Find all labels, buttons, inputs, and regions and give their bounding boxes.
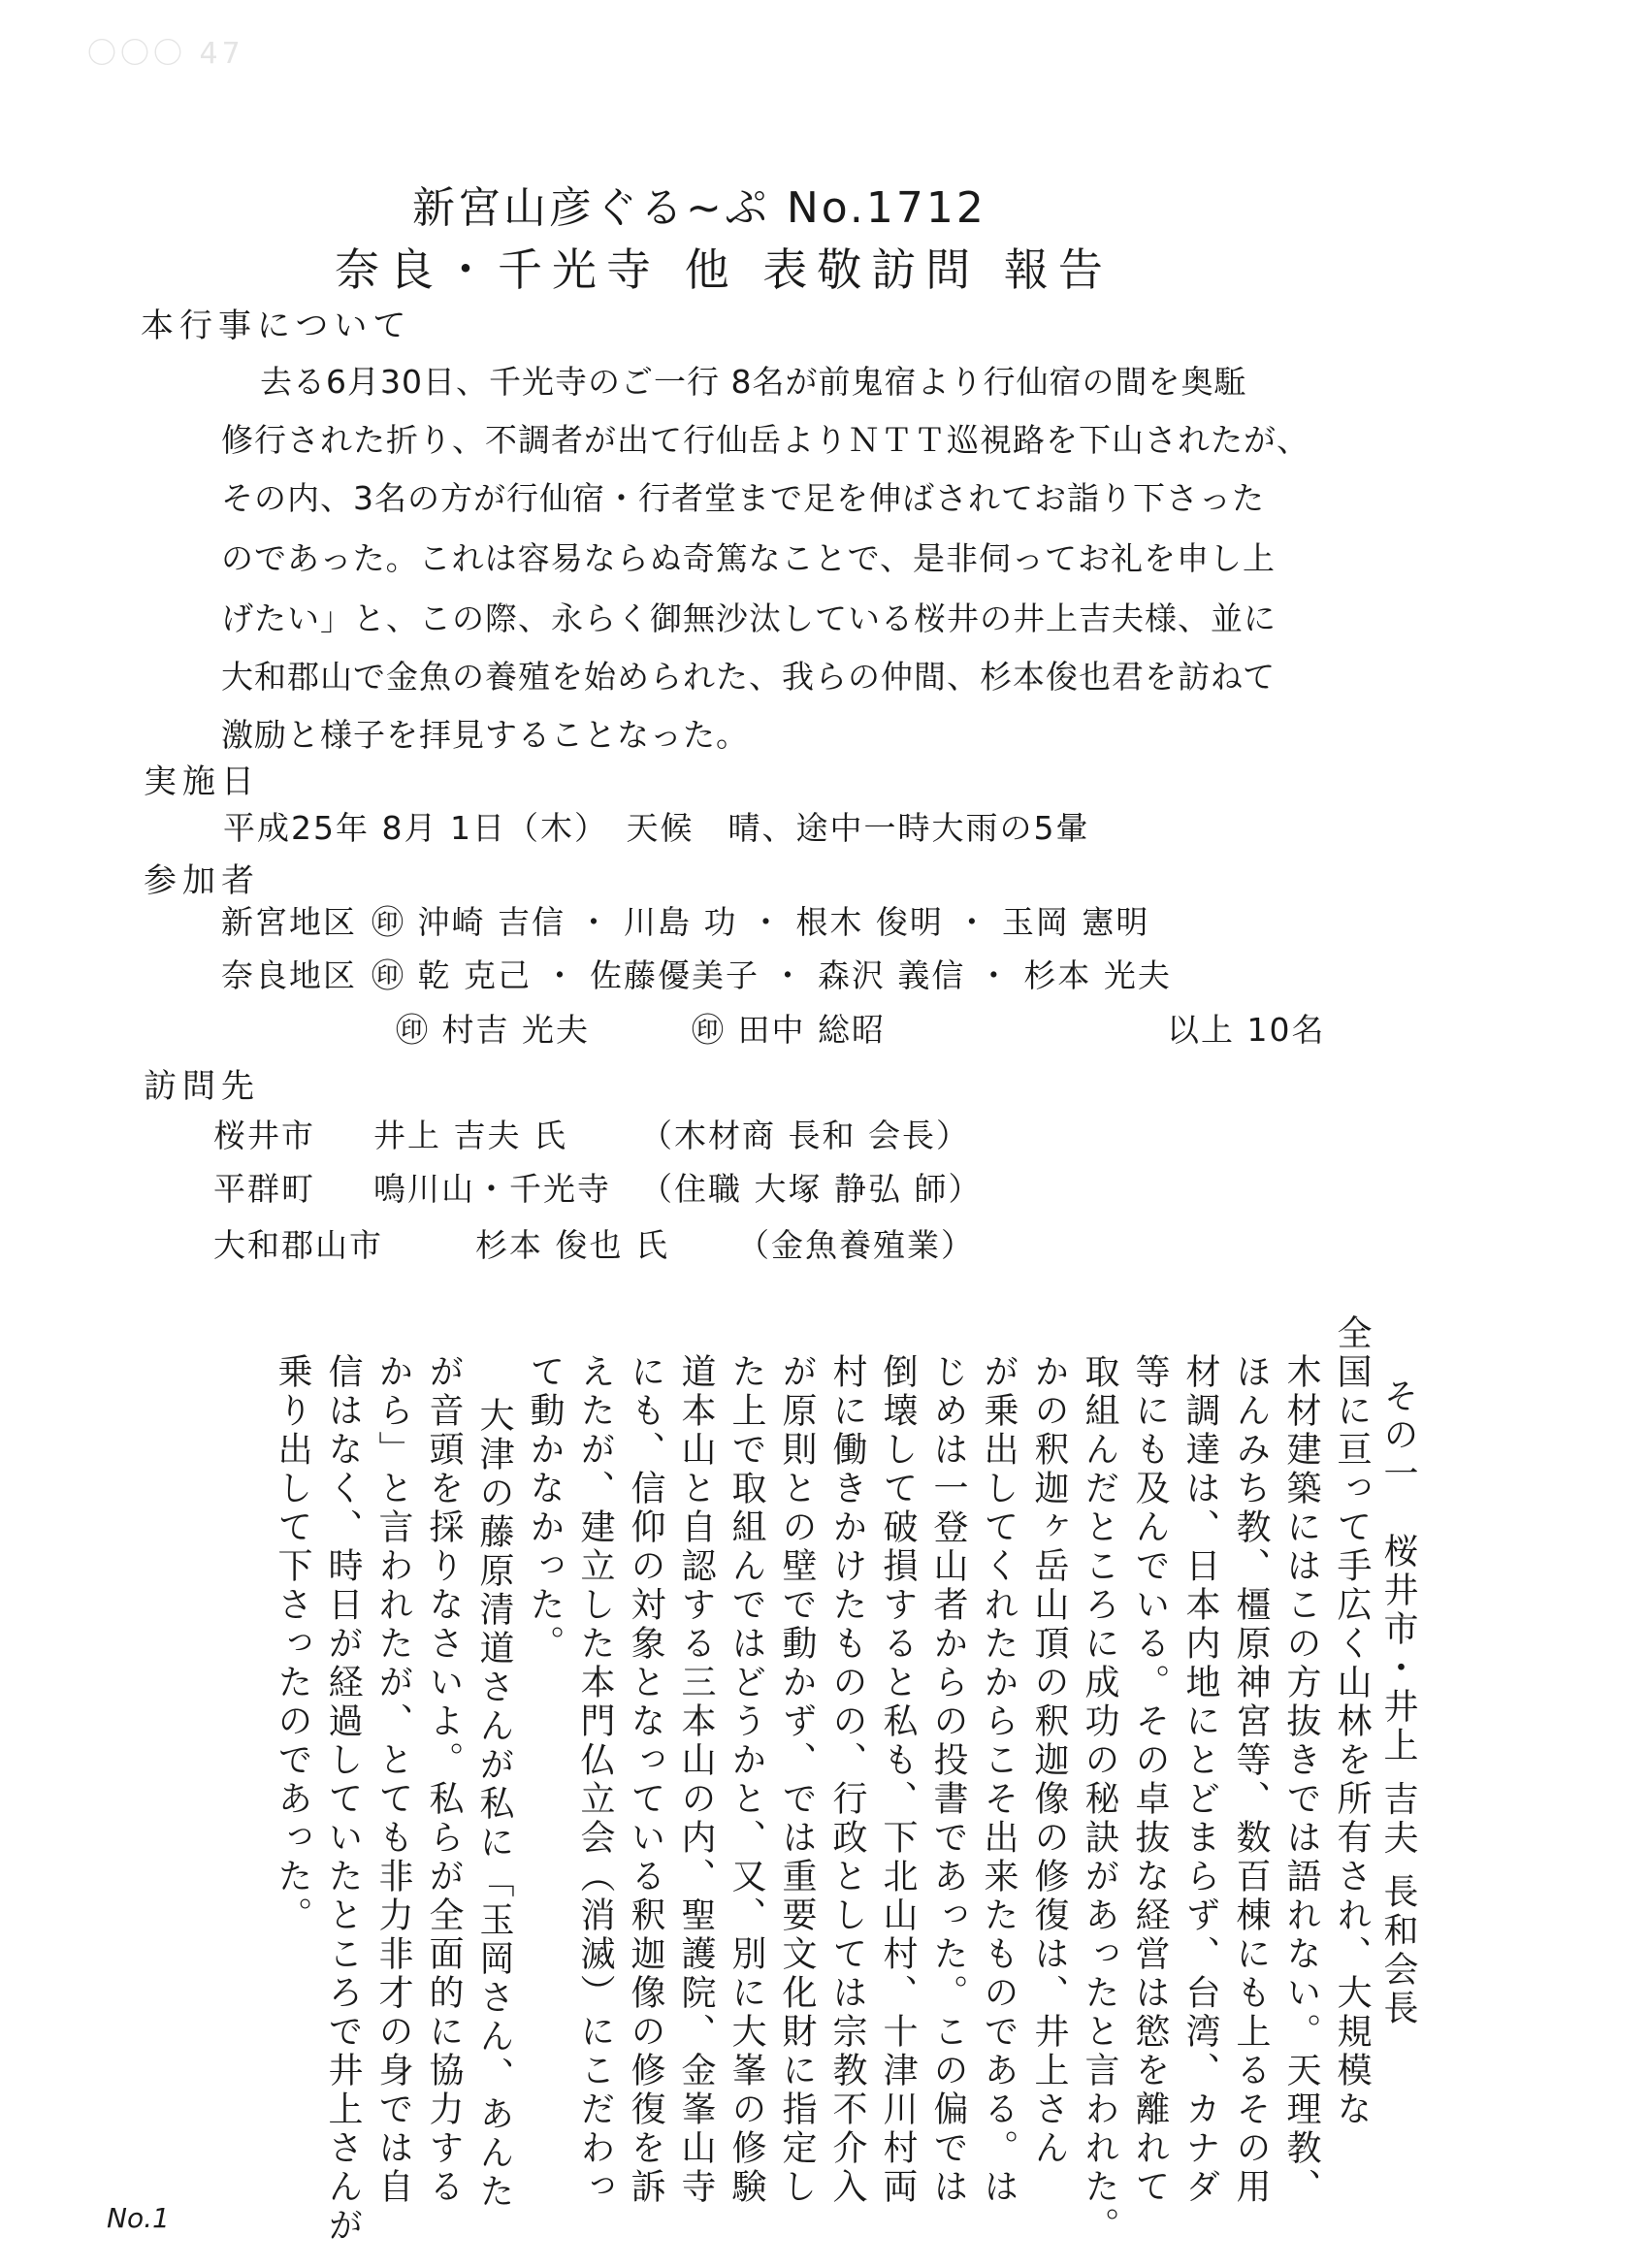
vertical-column: 木材建築にはこの方抜きでは語れない。天理教、 [1281,1353,1321,2207]
vertical-column: 材調達は、日本内地にとどまらず、台湾、カナダ [1180,1353,1220,2207]
vertical-column: 道本山と自認する三本山の内、聖護院、金峯山寺 [676,1353,716,2207]
participants-heading: 参加者 [144,861,260,900]
vertical-column: が原則との壁で動かず、では重要文化財に指定し [777,1353,817,2207]
participants-names: ㊞ 乾 克己 ・ 佐藤優美子 ・ 森沢 義信 ・ 杉本 光夫 [372,956,1172,994]
about-line: げたい」と、この際、永らく御無沙汰している桜井の井上吉夫様、並に [221,599,1277,637]
vertical-column: ほんみち教、橿原神宮等、数百棟にも上るその用 [1231,1353,1271,2207]
destination-who: 鳴川山・千光寺 [373,1170,611,1208]
vertical-column: じめは一登山者からの投書であった。この偏では [928,1353,968,2207]
about-line: 去る6月30日、千光寺のご一行 8名が前鬼宿より行仙宿の間を奥駈 [260,363,1247,401]
about-line: 修行された折り、不調者が出て行仙岳よりＮＴＴ巡視路を下山されたが、 [221,421,1310,459]
vertical-column: が乗出してくれたからこそ出来たものである。は [979,1353,1018,2207]
vertical-column: 村に働きかけたものの、行政としては宗教不介入 [827,1353,867,2207]
ghost-text: 〇〇〇 47 [87,37,244,71]
vertical-column: 等にも及んでいる。その卓抜な経営は慾を離れて [1130,1353,1170,2207]
participants-names: ㊞ 沖崎 吉信 ・ 川島 功 ・ 根木 俊明 ・ 玉岡 憲明 [372,903,1150,941]
vertical-column: 信はなく、時日が経過していたところで井上さんが [323,1353,363,2246]
vertical-column: かの釈迦ヶ岳山頂の釈迦像の修復は、井上さん [1029,1353,1069,2168]
vertical-column: 大津の藤原清道さんが私に「玉岡さん、あんた [474,1397,514,2212]
page-number: No.1 [107,2202,170,2234]
destinations-heading: 訪問先 [144,1067,260,1106]
vertical-column: 倒壊して破損すると私も、下北山村、十津川村両 [878,1353,918,2207]
vertical-column: た上で取組んではどうかと、又、別に大峯の修験 [727,1353,766,2207]
vertical-column: 全国に亘って手広く山林を所有され、大規模な [1332,1314,1372,2129]
about-line: のであった。これは容易ならぬ奇篤なことで、是非伺ってお礼を申し上 [221,539,1277,577]
destination-note: （住職 大塚 静弘 師） [640,1170,983,1208]
vertical-column: にも、信仰の対象となっている釈迦像の修復を訴 [626,1353,665,2207]
participants-names: ㊞ 村吉 光夫 ㊞ 田中 総昭 [396,1011,886,1049]
destination-note: （金魚養殖業） [737,1226,975,1264]
participants-area: 奈良地区 [221,956,357,994]
date-text: 平成25年 8月 1日（木） 天候 晴、途中一時大雨の5暈 [223,809,1090,847]
destination-who: 杉本 俊也 氏 [475,1226,669,1264]
report-title: 奈良・千光寺 他 表敬訪問 報告 [335,243,1113,296]
participants-total: 以上 10名 [1167,1011,1326,1049]
vertical-heading: その一 桜井市・井上 吉夫 長和会長 [1378,1377,1418,2028]
about-heading: 本行事について [141,307,412,345]
vertical-column: て動かなかった。 [525,1353,565,1664]
about-line: 大和郡山で金魚の養殖を始められた、我らの仲間、杉本俊也君を訪ねて [221,658,1277,696]
about-line: 激励と様子を拝見することなった。 [221,716,749,754]
vertical-column: 取組んだところに成功の秘訣があったと言われた。 [1080,1353,1119,2246]
vertical-column: が音頭を採りなさいよ。私らが全面的に協力する [424,1353,464,2207]
vertical-column: えたが、建立した本門仏立会（消滅）にこだわっ [575,1353,615,2207]
vertical-column: から」と言われたが、とても非力非才の身では自 [373,1353,413,2207]
destination-place: 平群町 [213,1170,315,1208]
destination-place: 大和郡山市 [213,1226,383,1264]
destination-note: （木材商 長和 会長） [640,1117,970,1154]
date-heading: 実施日 [144,762,260,801]
destination-place: 桜井市 [213,1117,315,1154]
about-line: その内、3名の方が行仙宿・行者堂まで足を伸ばされてお詣り下さった [221,479,1265,517]
group-title: 新宮山彦ぐる~ぷ No.1712 [412,183,986,233]
participants-area: 新宮地区 [221,903,357,941]
destination-who: 井上 吉夫 氏 [373,1117,567,1154]
vertical-column: 乗り出して下さったのであった。 [273,1353,312,1935]
